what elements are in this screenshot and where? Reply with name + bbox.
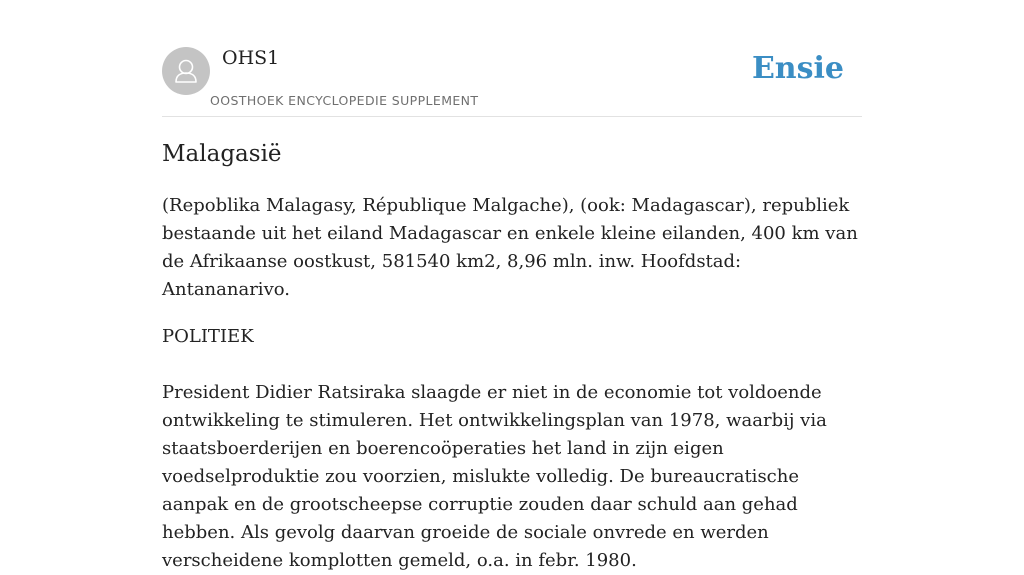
section-heading: POLITIEK bbox=[162, 326, 254, 347]
author-name[interactable]: OHS1 bbox=[222, 47, 280, 69]
user-avatar-icon[interactable] bbox=[162, 47, 210, 95]
site-logo[interactable]: Ensie bbox=[751, 51, 844, 86]
article bbox=[162, 138, 862, 575]
article-intro: (Repoblika Malagasy, République Malgache), (ook: Madagascar), republiek bestaande uit het eiland Madagascar en enkele kleine eilanden, 400 km van de Afrikaanse oostkust, 581540 km2, 8,96 mln. inw. Hoofdstad: Antananarivo. bbox=[162, 195, 858, 300]
source-label[interactable]: OOSTHOEK ENCYCLOPEDIE SUPPLEMENT bbox=[210, 93, 479, 108]
header bbox=[162, 0, 862, 117]
article-title: Malagasië bbox=[162, 141, 282, 167]
article-body: President Didier Ratsiraka slaagde er niet in de economie tot voldoende ontwikkeling te stimuleren. Het ontwikkelingsplan van 1978, waarbij via staatsboerderijen en boerencoöperaties het land in zijn eigen voedselproduktie zou voorzien, mislukte volledig. De bureaucratische aanpak en de grootscheepse corruptie zouden daar schuld aan gehad hebben. Als gevolg daarvan groeide de sociale onvrede en werden verscheidene komplotten gemeld, o.a. in febr. 1980. bbox=[162, 382, 827, 571]
